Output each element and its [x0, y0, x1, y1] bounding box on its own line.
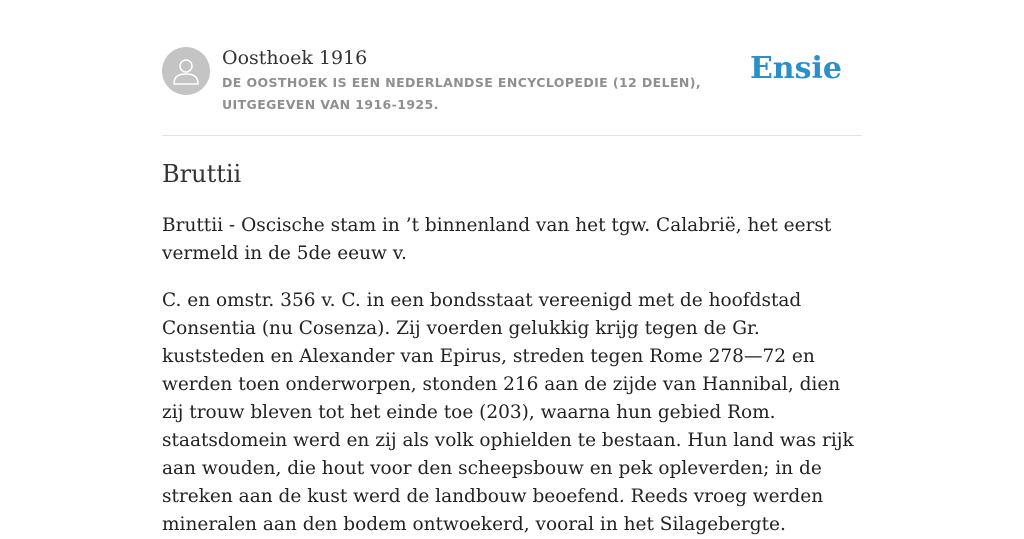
entry-paragraph: Bruttii - Oscische stam in ’t binnenland van het tgw. Calabrië, het eerst vermeld in de 5de eeuw v.: [162, 215, 832, 264]
header-divider: [162, 135, 862, 136]
source-header: [162, 46, 862, 136]
source-description: DE OOSTHOEK IS EEN NEDERLANDSE ENCYCLOPEDIE (12 DELEN), UITGEGEVEN VAN 1916-1925.: [222, 75, 702, 112]
entry-paragraph: C. en omstr. 356 v. C. in een bondsstaat vereenigd met de hoofdstad Consentia (nu Cosenza). Zij voerden gelukkig krijg tegen de Gr. kuststeden en Alexander van Epirus, streden tegen Rome 278—72 en werden toen onderworpen, stonden 216 aan de zijde van Hannibal, dien zij trouw bleven tot het einde toe (203), waarna hun gebied Rom. staatsdomein werd en zij als volk ophielden te bestaan. Hun land was rijk aan wouden, die hout voor den scheepsbouw en pek opleverden; in de streken aan de kust werd de landbouw beoefend. Reeds vroeg werden mineralen aan den bodem ontwoekerd, vooral in het Silagebergte.: [162, 290, 854, 535]
entry-title: Bruttii: [162, 160, 242, 188]
user-icon: [171, 56, 201, 86]
source-title[interactable]: Oosthoek 1916: [222, 47, 368, 69]
avatar[interactable]: [162, 47, 210, 95]
ensie-logo[interactable]: Ensie: [749, 51, 842, 86]
